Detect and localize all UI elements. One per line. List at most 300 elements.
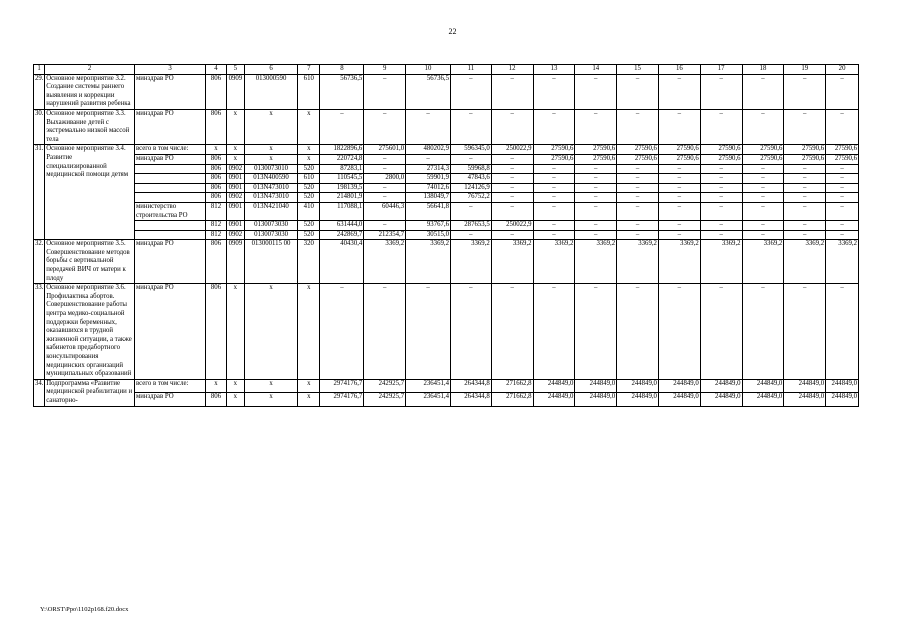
column-number: 6: [245, 65, 298, 75]
amount-cell: 27590,6: [784, 145, 826, 155]
amount-cell: 27590,6: [617, 154, 659, 164]
amount-cell: –: [826, 164, 859, 174]
table-row: [34, 193, 859, 203]
amount-cell: 3369,2: [533, 240, 575, 284]
amount-cell: –: [784, 164, 826, 174]
executor-cell: минздрав РО: [134, 74, 205, 109]
code-cell: х: [298, 284, 320, 380]
code-cell: х: [245, 145, 298, 155]
table-row: [34, 74, 859, 109]
amount-cell: –: [533, 230, 575, 240]
code-cell: 013000115 00: [245, 240, 298, 284]
amount-cell: –: [450, 202, 491, 220]
amount-cell: –: [491, 174, 533, 184]
amount-cell: 242925,7: [364, 379, 406, 392]
amount-cell: 110545,5: [320, 174, 364, 184]
code-cell: х: [226, 393, 244, 406]
code-cell: 0901: [226, 221, 244, 231]
amount-cell: –: [784, 221, 826, 231]
code-cell: х: [245, 393, 298, 406]
column-number: 10: [406, 65, 451, 75]
amount-cell: –: [700, 164, 742, 174]
amount-cell: –: [742, 164, 784, 174]
executor-cell: минздрав РО: [134, 240, 205, 284]
code-cell: 806: [206, 174, 226, 184]
amount-cell: 27314,3: [406, 164, 451, 174]
amount-cell: –: [700, 183, 742, 193]
amount-cell: –: [575, 174, 617, 184]
amount-cell: 264344,8: [450, 393, 491, 406]
code-cell: х: [226, 379, 244, 392]
amount-cell: 631444,0: [320, 221, 364, 231]
code-cell: 0902: [226, 230, 244, 240]
code-cell: 520: [298, 193, 320, 203]
amount-cell: –: [784, 183, 826, 193]
executor-cell: [134, 164, 205, 174]
amount-cell: –: [617, 202, 659, 220]
code-cell: 806: [206, 154, 226, 164]
column-number: 15: [617, 65, 659, 75]
amount-cell: 244849,0: [700, 393, 742, 406]
amount-cell: –: [658, 202, 700, 220]
code-cell: х: [245, 379, 298, 392]
code-cell: х: [245, 284, 298, 380]
amount-cell: –: [364, 193, 406, 203]
amount-cell: –: [533, 202, 575, 220]
amount-cell: –: [575, 193, 617, 203]
amount-cell: –: [700, 109, 742, 144]
code-cell: 806: [206, 193, 226, 203]
amount-cell: –: [784, 174, 826, 184]
amount-cell: 40430,4: [320, 240, 364, 284]
amount-cell: –: [826, 74, 859, 109]
amount-cell: 27590,6: [533, 154, 575, 164]
code-cell: х: [206, 145, 226, 155]
code-cell: х: [226, 109, 244, 144]
amount-cell: –: [533, 221, 575, 231]
amount-cell: –: [742, 221, 784, 231]
amount-cell: 244849,0: [575, 393, 617, 406]
amount-cell: –: [742, 183, 784, 193]
amount-cell: –: [826, 221, 859, 231]
amount-cell: 271662,8: [491, 379, 533, 392]
executor-cell: [134, 183, 205, 193]
amount-cell: –: [575, 221, 617, 231]
header-row: [34, 65, 859, 75]
amount-cell: –: [491, 193, 533, 203]
amount-cell: 3369,2: [617, 240, 659, 284]
column-number: 4: [206, 65, 226, 75]
amount-cell: –: [658, 284, 700, 380]
amount-cell: 244849,0: [826, 393, 859, 406]
amount-cell: 3369,2: [491, 240, 533, 284]
budget-table: [33, 64, 859, 407]
amount-cell: –: [533, 284, 575, 380]
amount-cell: –: [575, 109, 617, 144]
amount-cell: 27590,6: [533, 145, 575, 155]
amount-cell: 244849,0: [826, 379, 859, 392]
amount-cell: –: [658, 74, 700, 109]
amount-cell: 93767,6: [406, 221, 451, 231]
page-number: 22: [448, 27, 457, 36]
code-cell: 0901: [226, 183, 244, 193]
amount-cell: 480202,9: [406, 145, 451, 155]
amount-cell: 244849,0: [784, 393, 826, 406]
code-cell: 0130073030: [245, 230, 298, 240]
column-number: 18: [742, 65, 784, 75]
amount-cell: –: [658, 183, 700, 193]
amount-cell: 287653,5: [450, 221, 491, 231]
amount-cell: –: [491, 154, 533, 164]
row-number: 34.: [34, 379, 45, 406]
amount-cell: –: [364, 109, 406, 144]
amount-cell: 220724,8: [320, 154, 364, 164]
executor-cell: [134, 174, 205, 184]
code-cell: 610: [298, 74, 320, 109]
code-cell: 0901: [226, 174, 244, 184]
code-cell: 013000590: [245, 74, 298, 109]
amount-cell: –: [784, 74, 826, 109]
amount-cell: –: [700, 284, 742, 380]
amount-cell: –: [320, 109, 364, 144]
amount-cell: 124126,9: [450, 183, 491, 193]
code-cell: 806: [206, 74, 226, 109]
table-row: [34, 221, 859, 231]
amount-cell: –: [450, 230, 491, 240]
code-cell: х: [206, 379, 226, 392]
amount-cell: –: [742, 193, 784, 203]
amount-cell: –: [700, 74, 742, 109]
amount-cell: –: [533, 74, 575, 109]
code-cell: 0130073010: [245, 164, 298, 174]
amount-cell: –: [700, 174, 742, 184]
executor-cell: [134, 221, 205, 231]
amount-cell: 76752,2: [450, 193, 491, 203]
amount-cell: 244849,0: [533, 379, 575, 392]
amount-cell: 214801,9: [320, 193, 364, 203]
code-cell: 013N473010: [245, 183, 298, 193]
amount-cell: –: [617, 109, 659, 144]
amount-cell: 3369,2: [826, 240, 859, 284]
amount-cell: –: [617, 221, 659, 231]
amount-cell: –: [742, 230, 784, 240]
amount-cell: 27590,6: [742, 154, 784, 164]
amount-cell: –: [575, 230, 617, 240]
amount-cell: 117088,1: [320, 202, 364, 220]
amount-cell: –: [658, 193, 700, 203]
code-cell: х: [226, 145, 244, 155]
activity-name: Подпрограмма «Развитие медицинской реабилитации и санаторно-: [45, 379, 135, 406]
amount-cell: –: [742, 202, 784, 220]
amount-cell: 244849,0: [700, 379, 742, 392]
code-cell: 806: [206, 240, 226, 284]
amount-cell: –: [491, 109, 533, 144]
column-number: 16: [658, 65, 700, 75]
row-number: 30.: [34, 109, 45, 144]
amount-cell: 244849,0: [575, 379, 617, 392]
row-number: 32.: [34, 240, 45, 284]
file-path-footer: Y:\ORST\Ppo\1102p168.f20.docx: [40, 606, 129, 613]
amount-cell: 244849,0: [533, 393, 575, 406]
row-number: 29.: [34, 74, 45, 109]
amount-cell: –: [364, 221, 406, 231]
code-cell: х: [245, 154, 298, 164]
amount-cell: 3369,2: [364, 240, 406, 284]
amount-cell: –: [450, 109, 491, 144]
amount-cell: –: [491, 284, 533, 380]
amount-cell: 236451,4: [406, 393, 451, 406]
amount-cell: 2974176,7: [320, 393, 364, 406]
executor-cell: минздрав РО: [134, 284, 205, 380]
amount-cell: 236451,4: [406, 379, 451, 392]
amount-cell: –: [658, 164, 700, 174]
table-row: [34, 379, 859, 392]
amount-cell: 212354,7: [364, 230, 406, 240]
code-cell: 520: [298, 221, 320, 231]
amount-cell: –: [575, 202, 617, 220]
table-row: [34, 109, 859, 144]
amount-cell: –: [742, 109, 784, 144]
amount-cell: –: [826, 284, 859, 380]
amount-cell: –: [364, 183, 406, 193]
table-row: [34, 202, 859, 220]
amount-cell: –: [575, 284, 617, 380]
executor-cell: [134, 193, 205, 203]
amount-cell: –: [826, 193, 859, 203]
code-cell: х: [298, 393, 320, 406]
amount-cell: 27590,6: [617, 145, 659, 155]
amount-cell: –: [826, 174, 859, 184]
column-number: 20: [826, 65, 859, 75]
amount-cell: –: [491, 74, 533, 109]
amount-cell: –: [320, 284, 364, 380]
amount-cell: –: [575, 183, 617, 193]
amount-cell: 242925,7: [364, 393, 406, 406]
code-cell: 806: [206, 164, 226, 174]
code-cell: 0902: [226, 164, 244, 174]
amount-cell: 244849,0: [658, 393, 700, 406]
amount-cell: 275601,0: [364, 145, 406, 155]
amount-cell: –: [784, 109, 826, 144]
amount-cell: –: [450, 74, 491, 109]
executor-cell: минздрав РО: [134, 109, 205, 144]
amount-cell: 3369,2: [450, 240, 491, 284]
executor-cell: [134, 230, 205, 240]
table-row: [34, 164, 859, 174]
amount-cell: 74012,6: [406, 183, 451, 193]
amount-cell: 56736,5: [320, 74, 364, 109]
executor-cell: всего в том числе:: [134, 145, 205, 155]
amount-cell: 59901,9: [406, 174, 451, 184]
amount-cell: –: [617, 183, 659, 193]
code-cell: 013N473010: [245, 193, 298, 203]
code-cell: 806: [206, 284, 226, 380]
amount-cell: 27590,6: [784, 154, 826, 164]
amount-cell: 3369,2: [700, 240, 742, 284]
amount-cell: –: [364, 74, 406, 109]
amount-cell: –: [784, 230, 826, 240]
activity-name: Основное мероприятие 3.4. Развитие специализированной медицинской помощи детям: [45, 145, 135, 240]
code-cell: 812: [206, 202, 226, 220]
amount-cell: –: [658, 174, 700, 184]
amount-cell: –: [700, 230, 742, 240]
column-number: 17: [700, 65, 742, 75]
code-cell: 0902: [226, 193, 244, 203]
code-cell: 0901: [226, 202, 244, 220]
amount-cell: –: [450, 284, 491, 380]
amount-cell: –: [533, 109, 575, 144]
column-number: 9: [364, 65, 406, 75]
amount-cell: –: [364, 284, 406, 380]
code-cell: х: [298, 145, 320, 155]
amount-cell: –: [533, 164, 575, 174]
row-number: 31.: [34, 145, 45, 240]
column-number: 8: [320, 65, 364, 75]
executor-cell: всего в том числе:: [134, 379, 205, 392]
amount-cell: 56641,8: [406, 202, 451, 220]
amount-cell: 242869,7: [320, 230, 364, 240]
amount-cell: 27590,6: [826, 145, 859, 155]
amount-cell: 2974176,7: [320, 379, 364, 392]
amount-cell: –: [658, 230, 700, 240]
column-number: 5: [226, 65, 244, 75]
code-cell: 0909: [226, 74, 244, 109]
amount-cell: –: [491, 164, 533, 174]
amount-cell: 264344,8: [450, 379, 491, 392]
amount-cell: –: [575, 164, 617, 174]
amount-cell: –: [784, 284, 826, 380]
row-number: 33.: [34, 284, 45, 380]
code-cell: 520: [298, 230, 320, 240]
amount-cell: –: [491, 183, 533, 193]
code-cell: х: [226, 284, 244, 380]
table-row: [34, 230, 859, 240]
executor-cell: минздрав РО: [134, 393, 205, 406]
column-number: 3: [134, 65, 205, 75]
amount-cell: –: [617, 230, 659, 240]
amount-cell: 27590,6: [826, 154, 859, 164]
code-cell: 410: [298, 202, 320, 220]
amount-cell: 27590,6: [658, 154, 700, 164]
amount-cell: –: [826, 230, 859, 240]
amount-cell: –: [491, 230, 533, 240]
amount-cell: –: [658, 221, 700, 231]
amount-cell: –: [406, 154, 451, 164]
column-number: 12: [491, 65, 533, 75]
executor-cell: министерство строительства РО: [134, 202, 205, 220]
amount-cell: –: [742, 174, 784, 184]
code-cell: х: [245, 109, 298, 144]
amount-cell: –: [450, 154, 491, 164]
code-cell: 013N421040: [245, 202, 298, 220]
column-number: 2: [45, 65, 135, 75]
table-row: [34, 393, 859, 406]
code-cell: х: [298, 109, 320, 144]
table-row: [34, 154, 859, 164]
column-number: 7: [298, 65, 320, 75]
amount-cell: –: [406, 284, 451, 380]
activity-name: Основное мероприятие 3.2. Создание системы раннего выявления и коррекции нарушений развития ребенка: [45, 74, 135, 109]
code-cell: х: [226, 154, 244, 164]
amount-cell: 30515,0: [406, 230, 451, 240]
amount-cell: 271662,8: [491, 393, 533, 406]
amount-cell: 56736,5: [406, 74, 451, 109]
code-cell: 0130073030: [245, 221, 298, 231]
amount-cell: 244849,0: [617, 379, 659, 392]
amount-cell: –: [826, 183, 859, 193]
column-number: 14: [575, 65, 617, 75]
amount-cell: 3369,2: [742, 240, 784, 284]
amount-cell: 244849,0: [658, 379, 700, 392]
amount-cell: –: [491, 202, 533, 220]
activity-name: Основное мероприятие 3.6. Профилактика абортов. Совершенствование работы центра медико-социальной поддержки беременных, оказавшихся в трудной жизненной ситуации, а также кабинетов предабортного консультирования медицинских организаций муниципальных образований: [45, 284, 135, 380]
table-row: [34, 240, 859, 284]
amount-cell: –: [826, 109, 859, 144]
code-cell: 806: [206, 109, 226, 144]
amount-cell: –: [533, 183, 575, 193]
table-row: [34, 145, 859, 155]
amount-cell: 27590,6: [575, 145, 617, 155]
amount-cell: 47843,6: [450, 174, 491, 184]
amount-cell: –: [406, 109, 451, 144]
code-cell: 812: [206, 221, 226, 231]
amount-cell: 3369,2: [575, 240, 617, 284]
amount-cell: –: [784, 202, 826, 220]
table-row: [34, 183, 859, 193]
amount-cell: 2800,0: [364, 174, 406, 184]
code-cell: 812: [206, 230, 226, 240]
amount-cell: 3369,2: [784, 240, 826, 284]
table-row: [34, 284, 859, 380]
amount-cell: –: [700, 221, 742, 231]
column-number: 1: [34, 65, 45, 75]
column-number: 19: [784, 65, 826, 75]
amount-cell: 596345,0: [450, 145, 491, 155]
code-cell: х: [298, 379, 320, 392]
amount-cell: 244849,0: [617, 393, 659, 406]
amount-cell: –: [364, 154, 406, 164]
amount-cell: –: [784, 193, 826, 203]
amount-cell: 27590,6: [658, 145, 700, 155]
amount-cell: –: [617, 74, 659, 109]
amount-cell: 27590,6: [700, 154, 742, 164]
code-cell: 320: [298, 240, 320, 284]
amount-cell: 244849,0: [742, 379, 784, 392]
amount-cell: 250022,9: [491, 221, 533, 231]
amount-cell: 244849,0: [742, 393, 784, 406]
column-number: 11: [450, 65, 491, 75]
amount-cell: –: [617, 164, 659, 174]
amount-cell: –: [533, 193, 575, 203]
amount-cell: –: [533, 174, 575, 184]
amount-cell: –: [658, 109, 700, 144]
amount-cell: –: [617, 174, 659, 184]
amount-cell: 3369,2: [406, 240, 451, 284]
amount-cell: –: [742, 74, 784, 109]
amount-cell: 250022,9: [491, 145, 533, 155]
code-cell: 520: [298, 183, 320, 193]
activity-name: Основное мероприятие 3.5. Совершенствование методов борьбы с вертикальной передачей ВИЧ от матери к плоду: [45, 240, 135, 284]
code-cell: 013N400590: [245, 174, 298, 184]
activity-name: Основное мероприятие 3.3. Выхаживание детей с экстремально низкой массой тела: [45, 109, 135, 144]
amount-cell: 3369,2: [658, 240, 700, 284]
amount-cell: –: [617, 193, 659, 203]
amount-cell: 244849,0: [784, 379, 826, 392]
code-cell: 520: [298, 164, 320, 174]
amount-cell: 198139,5: [320, 183, 364, 193]
amount-cell: –: [742, 284, 784, 380]
amount-cell: –: [617, 284, 659, 380]
